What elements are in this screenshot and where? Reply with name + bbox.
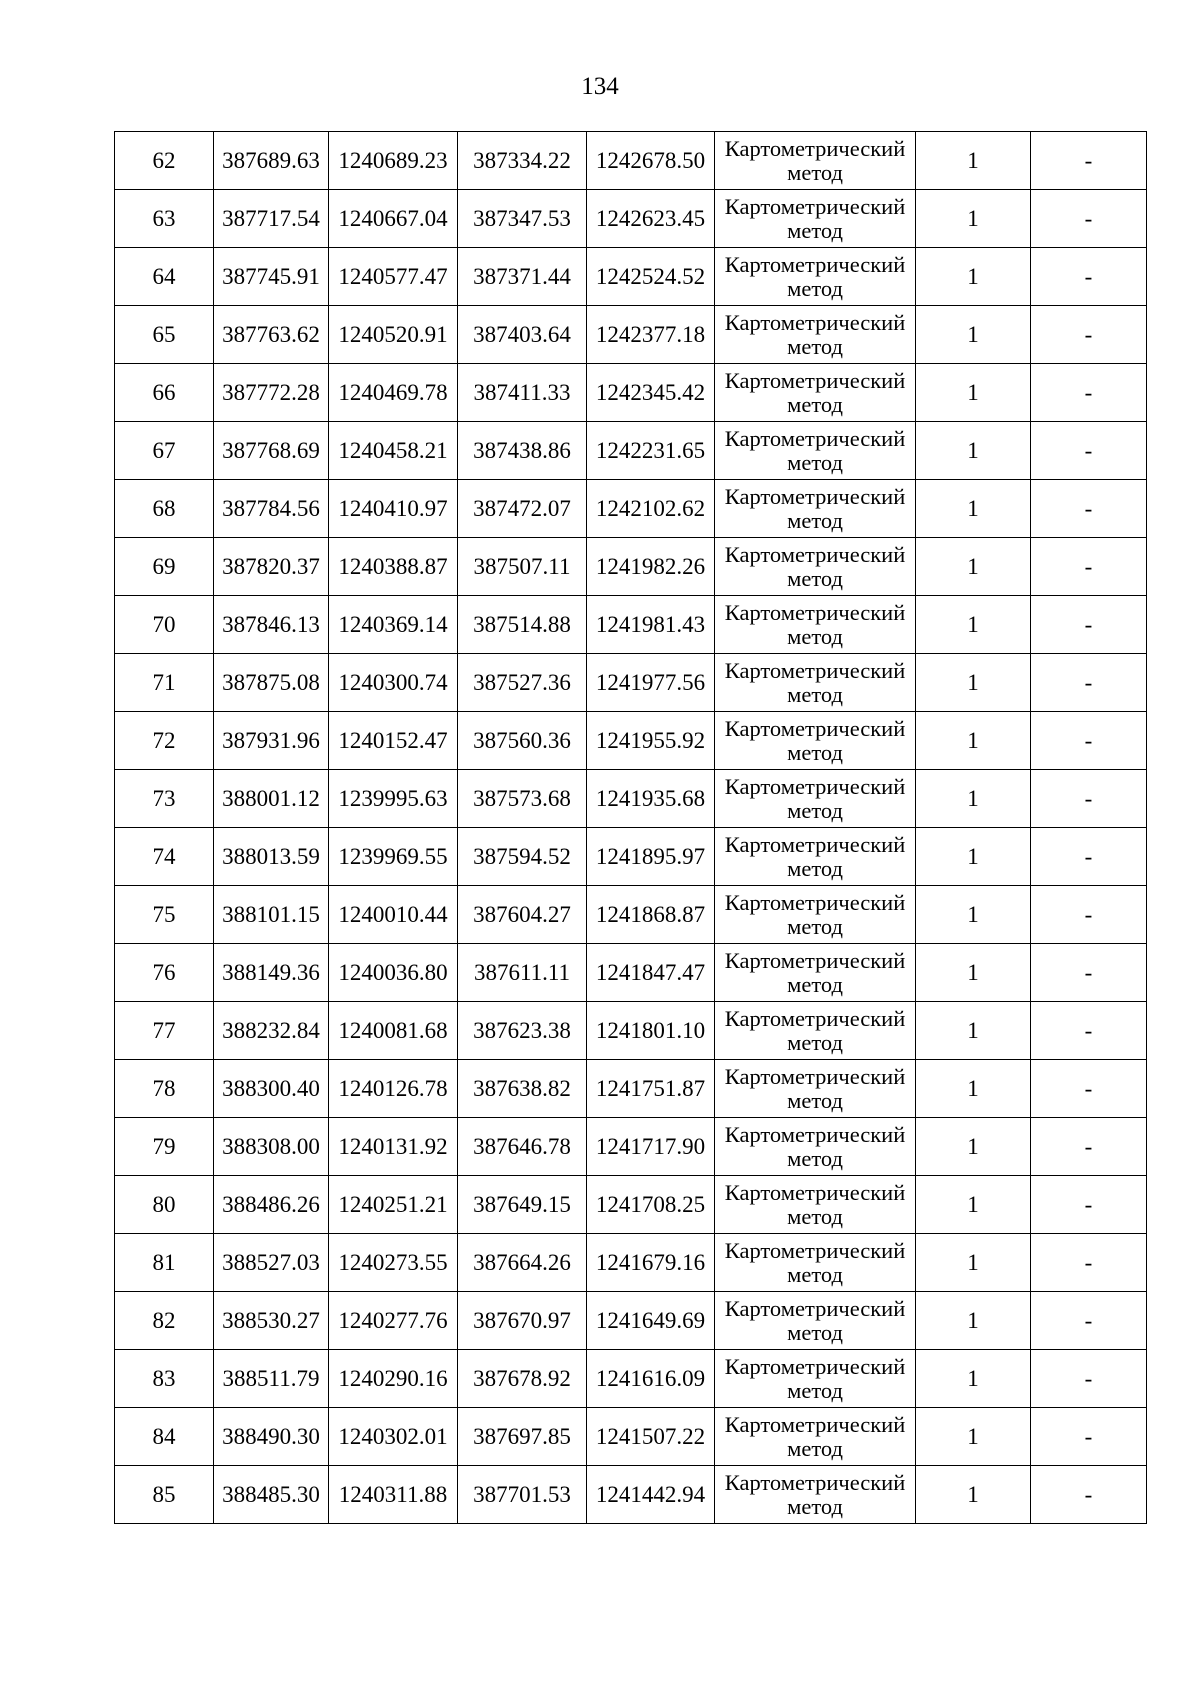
method-cell <box>715 770 916 828</box>
method-label-line1: Картометрический <box>724 1295 906 1321</box>
point-number-cell: 85 <box>115 1466 214 1524</box>
y-old-cell: 1240010.44 <box>329 886 458 944</box>
method-cell <box>715 1292 916 1350</box>
x-old-cell: 387689.63 <box>214 132 329 190</box>
description-cell: - <box>1031 944 1147 1002</box>
y-old-cell: 1240311.88 <box>329 1466 458 1524</box>
x-old-cell: 387931.96 <box>214 712 329 770</box>
x-new-cell: 387697.85 <box>458 1408 587 1466</box>
y-new-cell: 1241801.10 <box>587 1002 715 1060</box>
x-old-cell: 387717.54 <box>214 190 329 248</box>
method-label-line1: Картометрический <box>724 1121 906 1147</box>
method-cell <box>715 1118 916 1176</box>
table-row <box>115 944 1147 1002</box>
table-row <box>115 886 1147 944</box>
method-label-line2: метод <box>787 333 843 359</box>
x-old-cell: 388149.36 <box>214 944 329 1002</box>
y-new-cell: 1242345.42 <box>587 364 715 422</box>
method-cell <box>715 1060 916 1118</box>
x-old-cell: 387875.08 <box>214 654 329 712</box>
table-row <box>115 364 1147 422</box>
x-old-cell: 387745.91 <box>214 248 329 306</box>
x-new-cell: 387527.36 <box>458 654 587 712</box>
method-label-line1: Картометрический <box>724 1237 906 1263</box>
x-new-cell: 387514.88 <box>458 596 587 654</box>
x-new-cell: 387701.53 <box>458 1466 587 1524</box>
y-old-cell: 1240081.68 <box>329 1002 458 1060</box>
method-cell <box>715 1408 916 1466</box>
method-cell <box>715 248 916 306</box>
method-cell <box>715 422 916 480</box>
method-label-line1: Картометрический <box>724 1063 906 1089</box>
description-cell: - <box>1031 1292 1147 1350</box>
y-old-cell: 1239995.63 <box>329 770 458 828</box>
method-label-line2: метод <box>787 681 843 707</box>
description-cell: - <box>1031 1002 1147 1060</box>
y-new-cell: 1242102.62 <box>587 480 715 538</box>
y-old-cell: 1240152.47 <box>329 712 458 770</box>
point-number-cell: 75 <box>115 886 214 944</box>
table-row <box>115 1292 1147 1350</box>
point-number-cell: 81 <box>115 1234 214 1292</box>
accuracy-cell: 1 <box>916 190 1031 248</box>
x-new-cell: 387664.26 <box>458 1234 587 1292</box>
y-old-cell: 1240520.91 <box>329 306 458 364</box>
table-row <box>115 1118 1147 1176</box>
x-new-cell: 387411.33 <box>458 364 587 422</box>
table-row <box>115 1234 1147 1292</box>
method-label-line2: метод <box>787 1435 843 1461</box>
description-cell: - <box>1031 1350 1147 1408</box>
x-old-cell: 388511.79 <box>214 1350 329 1408</box>
accuracy-cell: 1 <box>916 538 1031 596</box>
accuracy-cell: 1 <box>916 596 1031 654</box>
method-cell <box>715 712 916 770</box>
point-number-cell: 71 <box>115 654 214 712</box>
y-new-cell: 1242623.45 <box>587 190 715 248</box>
method-cell <box>715 538 916 596</box>
x-new-cell: 387649.15 <box>458 1176 587 1234</box>
accuracy-cell: 1 <box>916 1118 1031 1176</box>
y-new-cell: 1241847.47 <box>587 944 715 1002</box>
description-cell: - <box>1031 190 1147 248</box>
table-row <box>115 422 1147 480</box>
x-new-cell: 387646.78 <box>458 1118 587 1176</box>
x-old-cell: 388013.59 <box>214 828 329 886</box>
description-cell: - <box>1031 306 1147 364</box>
description-cell: - <box>1031 480 1147 538</box>
method-cell <box>715 1176 916 1234</box>
x-new-cell: 387678.92 <box>458 1350 587 1408</box>
y-old-cell: 1240036.80 <box>329 944 458 1002</box>
method-cell <box>715 306 916 364</box>
accuracy-cell: 1 <box>916 364 1031 422</box>
x-new-cell: 387604.27 <box>458 886 587 944</box>
table-row <box>115 132 1147 190</box>
y-new-cell: 1241708.25 <box>587 1176 715 1234</box>
y-new-cell: 1241616.09 <box>587 1350 715 1408</box>
x-old-cell: 388101.15 <box>214 886 329 944</box>
method-cell <box>715 1466 916 1524</box>
y-new-cell: 1241868.87 <box>587 886 715 944</box>
method-cell <box>715 828 916 886</box>
method-label-line1: Картометрический <box>724 889 906 915</box>
x-old-cell: 387820.37 <box>214 538 329 596</box>
table-row <box>115 770 1147 828</box>
point-number-cell: 80 <box>115 1176 214 1234</box>
accuracy-cell: 1 <box>916 1350 1031 1408</box>
method-cell <box>715 944 916 1002</box>
method-cell <box>715 190 916 248</box>
method-label-line2: метод <box>787 1087 843 1113</box>
y-new-cell: 1241442.94 <box>587 1466 715 1524</box>
method-label-line2: метод <box>787 797 843 823</box>
method-label-line1: Картометрический <box>724 1411 906 1437</box>
y-new-cell: 1242678.50 <box>587 132 715 190</box>
table-row <box>115 1466 1147 1524</box>
point-number-cell: 64 <box>115 248 214 306</box>
point-number-cell: 78 <box>115 1060 214 1118</box>
accuracy-cell: 1 <box>916 1176 1031 1234</box>
point-number-cell: 67 <box>115 422 214 480</box>
method-label-line2: метод <box>787 449 843 475</box>
point-number-cell: 72 <box>115 712 214 770</box>
y-new-cell: 1241982.26 <box>587 538 715 596</box>
y-old-cell: 1240689.23 <box>329 132 458 190</box>
table-row <box>115 190 1147 248</box>
method-label-line2: метод <box>787 913 843 939</box>
accuracy-cell: 1 <box>916 1408 1031 1466</box>
description-cell: - <box>1031 1466 1147 1524</box>
method-label-line2: метод <box>787 391 843 417</box>
description-cell: - <box>1031 364 1147 422</box>
method-label-line2: метод <box>787 1145 843 1171</box>
x-new-cell: 387472.07 <box>458 480 587 538</box>
table-row <box>115 1002 1147 1060</box>
description-cell: - <box>1031 1118 1147 1176</box>
x-new-cell: 387638.82 <box>458 1060 587 1118</box>
method-cell <box>715 480 916 538</box>
method-cell <box>715 132 916 190</box>
y-old-cell: 1240388.87 <box>329 538 458 596</box>
accuracy-cell: 1 <box>916 1292 1031 1350</box>
table-row <box>115 306 1147 364</box>
y-new-cell: 1241977.56 <box>587 654 715 712</box>
table-row <box>115 1060 1147 1118</box>
y-new-cell: 1241507.22 <box>587 1408 715 1466</box>
description-cell: - <box>1031 248 1147 306</box>
method-cell <box>715 596 916 654</box>
description-cell: - <box>1031 538 1147 596</box>
point-number-cell: 65 <box>115 306 214 364</box>
method-label-line1: Картометрический <box>724 1179 906 1205</box>
description-cell: - <box>1031 1408 1147 1466</box>
x-new-cell: 387670.97 <box>458 1292 587 1350</box>
table-row <box>115 248 1147 306</box>
point-number-cell: 68 <box>115 480 214 538</box>
accuracy-cell: 1 <box>916 1002 1031 1060</box>
accuracy-cell: 1 <box>916 1234 1031 1292</box>
y-old-cell: 1240302.01 <box>329 1408 458 1466</box>
x-old-cell: 388300.40 <box>214 1060 329 1118</box>
method-label-line1: Картометрический <box>724 657 906 683</box>
x-old-cell: 388527.03 <box>214 1234 329 1292</box>
method-label-line2: метод <box>787 1319 843 1345</box>
point-number-cell: 76 <box>115 944 214 1002</box>
x-old-cell: 388232.84 <box>214 1002 329 1060</box>
method-label-line1: Картометрический <box>724 773 906 799</box>
method-label-line2: метод <box>787 971 843 997</box>
coordinates-table <box>114 131 1147 1524</box>
accuracy-cell: 1 <box>916 770 1031 828</box>
method-label-line1: Картометрический <box>724 367 906 393</box>
x-new-cell: 387403.64 <box>458 306 587 364</box>
method-label-line1: Картометрический <box>724 135 906 161</box>
y-new-cell: 1242524.52 <box>587 248 715 306</box>
y-new-cell: 1241935.68 <box>587 770 715 828</box>
method-label-line1: Картометрический <box>724 599 906 625</box>
method-label-line1: Картометрический <box>724 541 906 567</box>
x-old-cell: 388308.00 <box>214 1118 329 1176</box>
x-new-cell: 387623.38 <box>458 1002 587 1060</box>
description-cell: - <box>1031 712 1147 770</box>
x-new-cell: 387507.11 <box>458 538 587 596</box>
method-label-line2: метод <box>787 1203 843 1229</box>
method-label-line1: Картометрический <box>724 483 906 509</box>
accuracy-cell: 1 <box>916 828 1031 886</box>
method-label-line1: Картометрический <box>724 947 906 973</box>
y-old-cell: 1240410.97 <box>329 480 458 538</box>
y-new-cell: 1241895.97 <box>587 828 715 886</box>
y-old-cell: 1240667.04 <box>329 190 458 248</box>
method-label-line1: Картометрический <box>724 193 906 219</box>
method-label-line1: Картометрический <box>724 831 906 857</box>
point-number-cell: 69 <box>115 538 214 596</box>
y-old-cell: 1240458.21 <box>329 422 458 480</box>
x-old-cell: 388530.27 <box>214 1292 329 1350</box>
method-label-line1: Картометрический <box>724 1353 906 1379</box>
y-old-cell: 1240277.76 <box>329 1292 458 1350</box>
point-number-cell: 63 <box>115 190 214 248</box>
point-number-cell: 62 <box>115 132 214 190</box>
method-label-line1: Картометрический <box>724 425 906 451</box>
y-new-cell: 1242377.18 <box>587 306 715 364</box>
point-number-cell: 74 <box>115 828 214 886</box>
point-number-cell: 77 <box>115 1002 214 1060</box>
method-label-line2: метод <box>787 739 843 765</box>
method-label-line2: метод <box>787 855 843 881</box>
method-label-line2: метод <box>787 565 843 591</box>
accuracy-cell: 1 <box>916 1060 1031 1118</box>
description-cell: - <box>1031 654 1147 712</box>
description-cell: - <box>1031 828 1147 886</box>
method-label-line2: метод <box>787 1261 843 1287</box>
description-cell: - <box>1031 132 1147 190</box>
table-row <box>115 596 1147 654</box>
x-old-cell: 388486.26 <box>214 1176 329 1234</box>
method-label-line2: метод <box>787 507 843 533</box>
y-new-cell: 1241751.87 <box>587 1060 715 1118</box>
x-new-cell: 387594.52 <box>458 828 587 886</box>
x-old-cell: 387768.69 <box>214 422 329 480</box>
y-old-cell: 1240290.16 <box>329 1350 458 1408</box>
description-cell: - <box>1031 1060 1147 1118</box>
method-label-line2: метод <box>787 623 843 649</box>
y-new-cell: 1241649.69 <box>587 1292 715 1350</box>
x-new-cell: 387611.11 <box>458 944 587 1002</box>
table-row <box>115 538 1147 596</box>
x-new-cell: 387347.53 <box>458 190 587 248</box>
y-new-cell: 1241679.16 <box>587 1234 715 1292</box>
method-cell <box>715 1234 916 1292</box>
x-old-cell: 388490.30 <box>214 1408 329 1466</box>
accuracy-cell: 1 <box>916 1466 1031 1524</box>
method-cell <box>715 886 916 944</box>
x-old-cell: 388001.12 <box>214 770 329 828</box>
table-row <box>115 480 1147 538</box>
x-old-cell: 387772.28 <box>214 364 329 422</box>
point-number-cell: 66 <box>115 364 214 422</box>
x-old-cell: 387784.56 <box>214 480 329 538</box>
x-new-cell: 387334.22 <box>458 132 587 190</box>
point-number-cell: 82 <box>115 1292 214 1350</box>
method-label-line2: метод <box>787 1377 843 1403</box>
table-row <box>115 1176 1147 1234</box>
x-old-cell: 387846.13 <box>214 596 329 654</box>
y-new-cell: 1241717.90 <box>587 1118 715 1176</box>
point-number-cell: 84 <box>115 1408 214 1466</box>
x-new-cell: 387560.36 <box>458 712 587 770</box>
y-old-cell: 1240300.74 <box>329 654 458 712</box>
description-cell: - <box>1031 422 1147 480</box>
y-old-cell: 1240131.92 <box>329 1118 458 1176</box>
table-row <box>115 1350 1147 1408</box>
accuracy-cell: 1 <box>916 422 1031 480</box>
x-new-cell: 387438.86 <box>458 422 587 480</box>
description-cell: - <box>1031 596 1147 654</box>
table-row <box>115 712 1147 770</box>
method-cell <box>715 364 916 422</box>
y-old-cell: 1239969.55 <box>329 828 458 886</box>
x-old-cell: 387763.62 <box>214 306 329 364</box>
description-cell: - <box>1031 770 1147 828</box>
accuracy-cell: 1 <box>916 248 1031 306</box>
y-old-cell: 1240126.78 <box>329 1060 458 1118</box>
y-new-cell: 1241981.43 <box>587 596 715 654</box>
method-label-line1: Картометрический <box>724 251 906 277</box>
accuracy-cell: 1 <box>916 712 1031 770</box>
y-old-cell: 1240469.78 <box>329 364 458 422</box>
method-label-line1: Картометрический <box>724 309 906 335</box>
method-label-line2: метод <box>787 159 843 185</box>
method-label-line2: метод <box>787 275 843 301</box>
y-old-cell: 1240251.21 <box>329 1176 458 1234</box>
point-number-cell: 83 <box>115 1350 214 1408</box>
table-row <box>115 654 1147 712</box>
method-label-line1: Картометрический <box>724 1469 906 1495</box>
accuracy-cell: 1 <box>916 306 1031 364</box>
table-row <box>115 828 1147 886</box>
x-new-cell: 387371.44 <box>458 248 587 306</box>
accuracy-cell: 1 <box>916 654 1031 712</box>
accuracy-cell: 1 <box>916 886 1031 944</box>
table-row <box>115 1408 1147 1466</box>
page-number: 134 <box>581 73 619 100</box>
y-old-cell: 1240273.55 <box>329 1234 458 1292</box>
accuracy-cell: 1 <box>916 480 1031 538</box>
point-number-cell: 73 <box>115 770 214 828</box>
point-number-cell: 79 <box>115 1118 214 1176</box>
method-label-line1: Картометрический <box>724 715 906 741</box>
x-new-cell: 387573.68 <box>458 770 587 828</box>
table-body <box>115 132 1147 1524</box>
y-old-cell: 1240577.47 <box>329 248 458 306</box>
description-cell: - <box>1031 1176 1147 1234</box>
description-cell: - <box>1031 1234 1147 1292</box>
method-label-line2: метод <box>787 1493 843 1519</box>
method-cell <box>715 654 916 712</box>
y-old-cell: 1240369.14 <box>329 596 458 654</box>
y-new-cell: 1242231.65 <box>587 422 715 480</box>
method-label-line2: метод <box>787 217 843 243</box>
method-label-line2: метод <box>787 1029 843 1055</box>
method-label-line1: Картометрический <box>724 1005 906 1031</box>
y-new-cell: 1241955.92 <box>587 712 715 770</box>
accuracy-cell: 1 <box>916 132 1031 190</box>
x-old-cell: 388485.30 <box>214 1466 329 1524</box>
description-cell: - <box>1031 886 1147 944</box>
accuracy-cell: 1 <box>916 944 1031 1002</box>
method-cell <box>715 1002 916 1060</box>
method-cell <box>715 1350 916 1408</box>
point-number-cell: 70 <box>115 596 214 654</box>
